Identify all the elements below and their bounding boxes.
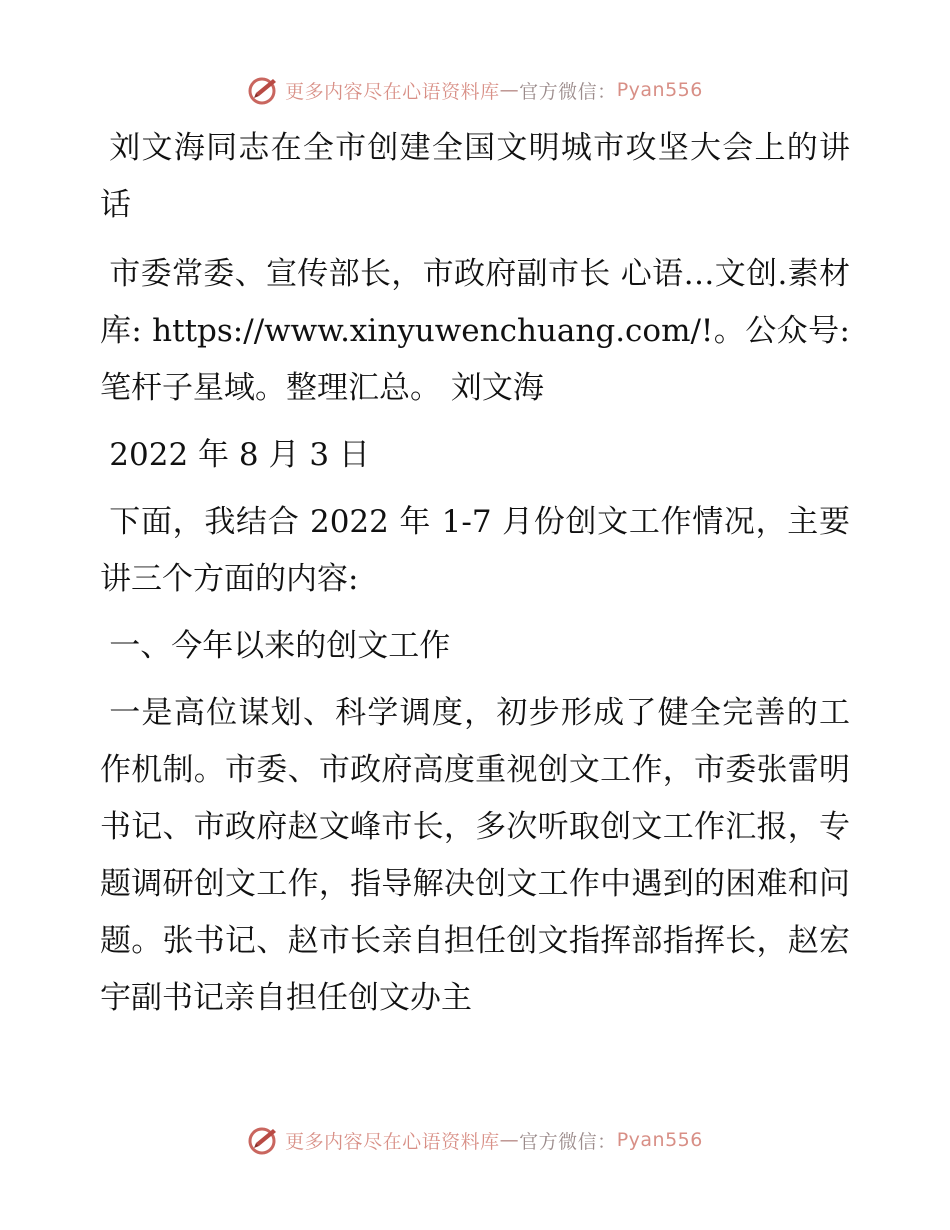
document-title: 刘文海同志在全市创建全国文明城市攻坚大会上的讲话	[100, 130, 850, 223]
banner-wechat-id: Pyan556	[616, 1129, 703, 1151]
header-watermark-banner	[0, 70, 950, 110]
banner-dash: —	[499, 1129, 520, 1151]
document-intro: 下面，我结合 2022 年 1-7 月份创文工作情况，主要讲三个方面的内容:	[100, 504, 850, 597]
banner-site-text: 更多内容尽在心语资料库	[285, 1130, 500, 1153]
pen-logo-icon	[247, 1123, 281, 1157]
banner-wechat-label: 官方微信：	[519, 80, 617, 103]
pen-logo-icon	[247, 73, 281, 107]
document-date: 2022 年 8 月 3 日	[109, 437, 370, 473]
banner-dash: —	[499, 79, 520, 101]
banner-wechat-label: 官方微信：	[519, 1130, 617, 1153]
document-byline: 市委常委、宣传部长，市政府副市长 心语…文创.素材库: https://www.xinyuwenchuang.com/!。公众号: 笔杆子星域。整理汇总。 刘文海	[100, 256, 850, 406]
footer-watermark-banner	[0, 1120, 950, 1160]
body-paragraph: 一是高位谋划、科学调度，初步形成了健全完善的工作机制。市委、市政府高度重视创文工作，市委张雷明书记、市政府赵文峰市长，多次听取创文工作汇报，专题调研创文工作，指导解决创文工作中遇到的困难和问题。张书记、赵市长亲自担任创文指挥部指挥长，赵宏宇副书记亲自担任创文办主	[100, 695, 850, 1016]
banner-site-text: 更多内容尽在心语资料库	[285, 80, 500, 103]
banner-wechat-id: Pyan556	[616, 79, 703, 101]
section-heading: 一、今年以来的创文工作	[109, 628, 451, 664]
document-body	[100, 120, 850, 1037]
